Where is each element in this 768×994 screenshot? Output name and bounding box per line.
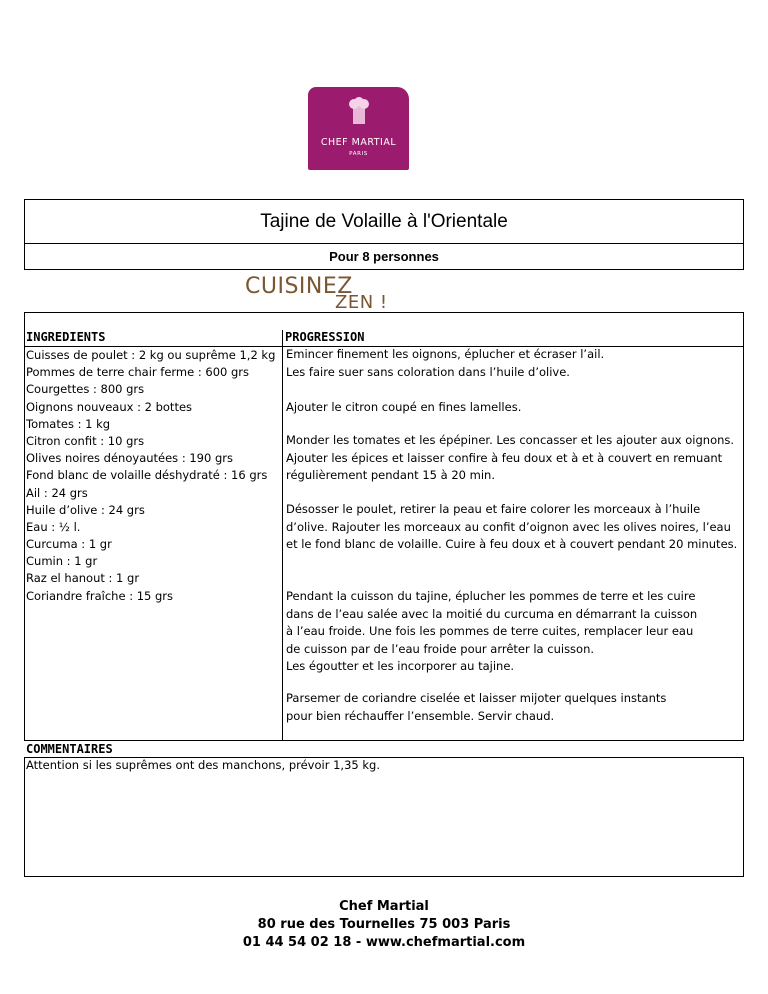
step-line: Les faire suer sans coloration dans l’huile d’olive.: [286, 364, 570, 379]
step-line: à l’eau froide. Une fois les pommes de terre cuites, remplacer leur eau: [286, 624, 694, 638]
progression-step-3: [286, 432, 734, 485]
step-line: Parsemer de coriandre ciselée et laisser mijoter quelques instants: [286, 691, 667, 705]
step-line: d’olive. Rajouter les morceaux au confit d’oignon avec les olives noires, l’eau: [286, 519, 731, 534]
step-line: dans de l’eau salée avec la moitié du curcuma en démarrant la cuisson: [286, 606, 698, 621]
ingredient-item: Ail : 24 grs: [26, 485, 88, 500]
progression-step-4: [286, 501, 737, 554]
column-divider: [282, 330, 283, 740]
ingredient-item: Fond blanc de volaille déshydraté : 16 grs: [26, 468, 268, 483]
comments-text: Attention si les suprêmes ont des manchons, prévoir 1,35 kg.: [26, 758, 380, 772]
ingredient-item: Eau : ½ l.: [26, 519, 81, 534]
ingredients-list: [26, 347, 275, 605]
comments-header: COMMENTAIRES: [26, 742, 113, 756]
ingredient-item: Oignons nouveaux : 2 bottes: [26, 399, 193, 414]
tagline-cuisinez: CUISINEZ: [245, 274, 353, 299]
progression-step-2: [286, 399, 521, 417]
ingredient-item: Olives noires dénoyautées : 190 grs: [26, 451, 233, 466]
step-line: Emincer finement les oignons, éplucher et écraser l’ail.: [286, 347, 605, 361]
step-line: Ajouter le citron coupé en fines lamelles.: [286, 400, 522, 414]
recipe-title: Tajine de Volaille à l'Orientale: [24, 199, 744, 244]
servings: Pour 8 personnes: [24, 243, 744, 270]
ingredient-item: Cumin : 1 gr: [26, 554, 98, 569]
footer-contact: 01 44 54 02 18 - www.chefmartial.com: [242, 935, 526, 950]
chef-martial-logo: [308, 87, 409, 170]
step-line: pour bien réchauffer l’ensemble. Servir chaud.: [286, 708, 555, 723]
ingredient-item: Courgettes : 800 grs: [26, 382, 145, 397]
footer: [0, 898, 768, 952]
ingredients-header: INGREDIENTS: [26, 330, 106, 344]
step-line: de cuisson par de l’eau froide pour arrêter la cuisson.: [286, 641, 595, 656]
footer-name: Chef Martial: [339, 899, 429, 914]
logo-city-text: PARIS: [349, 151, 368, 157]
progression-step-1: [286, 346, 604, 381]
ingredient-item: Raz el hanout : 1 gr: [26, 571, 140, 586]
ingredient-item: Coriandre fraîche : 15 grs: [26, 588, 174, 603]
step-line: Les égoutter et les incorporer au tajine.: [286, 659, 515, 673]
logo-brand-text: CHEF MARTIAL: [320, 137, 397, 148]
ingredient-item: Huile d’olive : 24 grs: [26, 502, 145, 517]
footer-address: 80 rue des Tournelles 75 003 Paris: [257, 917, 511, 932]
step-line: Monder les tomates et les épépiner. Les concasser et les ajouter aux oignons.: [286, 433, 735, 447]
chef-hat-icon: [348, 97, 370, 125]
ingredient-item: Curcuma : 1 gr: [26, 537, 112, 552]
ingredient-item: Citron confit : 10 grs: [26, 433, 145, 448]
step-line: et le fond blanc de volaille. Cuire à feu doux et à couvert pendant 20 minutes.: [286, 537, 738, 551]
step-line: régulièrement pendant 15 à 20 min.: [286, 468, 495, 482]
step-line: Ajouter les épices et laisser confire à feu doux et à et à couvert en remuant: [286, 450, 723, 465]
ingredient-item: Cuisses de poulet : 2 kg ou suprême 1,2 kg: [26, 348, 276, 362]
step-line: Pendant la cuisson du tajine, éplucher les pommes de terre et les cuire: [286, 589, 696, 603]
progression-step-6: [286, 690, 666, 725]
progression-step-5: [286, 588, 697, 676]
comments-box: [24, 757, 744, 877]
ingredient-item: Pommes de terre chair ferme : 600 grs: [26, 365, 250, 380]
tagline-zen: ZEN !: [335, 292, 388, 313]
progression-header: PROGRESSION: [285, 330, 365, 344]
ingredient-item: Tomates : 1 kg: [26, 416, 111, 431]
step-line: Désosser le poulet, retirer la peau et faire colorer les morceaux à l’huile: [286, 502, 701, 516]
